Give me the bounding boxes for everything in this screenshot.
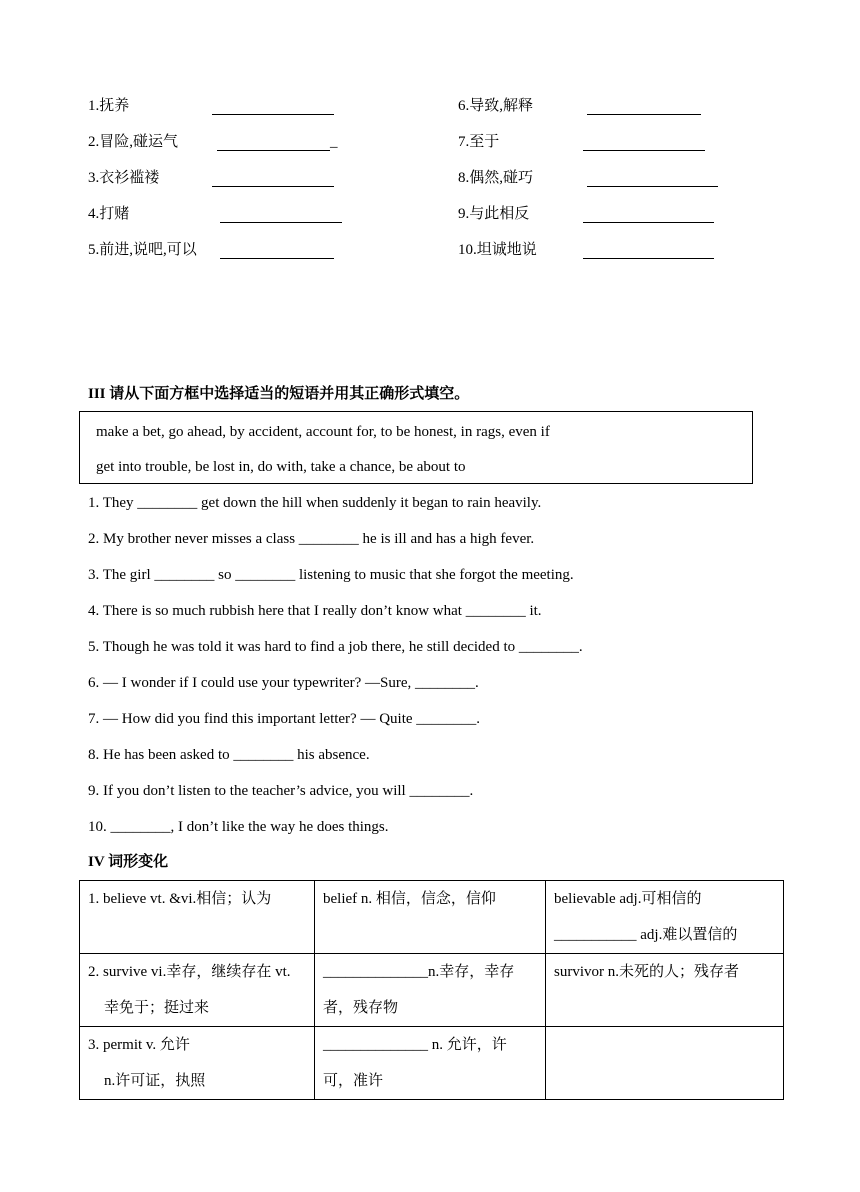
vocab-label-7: 7.至于 [458, 134, 500, 150]
question-10: 10. ________, I don’t like the way he does things. [88, 819, 389, 835]
table-cell [80, 1027, 315, 1100]
table-cell [80, 881, 315, 954]
vocab-label-9: 9.与此相反 [458, 206, 530, 222]
vocab-blank-10[interactable] [583, 258, 714, 259]
table-cell [315, 881, 546, 954]
table-cell [546, 954, 784, 1027]
cell-text: 1. believe vt. &vi.相信；认为 [88, 891, 272, 907]
cell-text[interactable]: ___________ adj.难以置信的 [554, 927, 738, 943]
question-6: 6. — I wonder if I could use your typewriter? —Sure, ________. [88, 675, 479, 691]
phrase-box-line-2: get into trouble, be lost in, do with, take a chance, be about to [96, 459, 466, 475]
cell-text: n.许可证，执照 [104, 1073, 206, 1089]
section-4-heading: IV 词形变化 [88, 854, 169, 870]
word-forms-table [79, 880, 784, 1100]
vocab-blank-2[interactable] [217, 150, 330, 151]
vocab-label-1: 1.抚养 [88, 98, 130, 114]
section-3-heading: III 请从下面方框中选择适当的短语并用其正确形式填空。 [88, 386, 470, 402]
table-cell [315, 1027, 546, 1100]
cell-text: survivor n.未死的人；残存者 [554, 964, 739, 980]
question-3: 3. The girl ________ so ________ listening to music that she forgot the meeting. [88, 567, 574, 583]
question-9: 9. If you don’t listen to the teacher’s advice, you will ________. [88, 783, 474, 799]
table-cell-empty[interactable] [546, 1027, 784, 1100]
cell-text: belief n. 相信，信念，信仰 [323, 891, 496, 907]
phrase-box-line-1: make a bet, go ahead, by accident, account for, to be honest, in rags, even if [96, 424, 550, 440]
question-8: 8. He has been asked to ________ his absence. [88, 747, 370, 763]
vocab-label-8: 8.偶然,碰巧 [458, 170, 534, 186]
vocab-blank-1[interactable] [212, 114, 334, 115]
table-row [80, 1027, 784, 1100]
vocab-label-6: 6.导致,解释 [458, 98, 534, 114]
cell-text: 3. permit v. 允许 [88, 1037, 190, 1053]
table-row [80, 954, 784, 1027]
table-cell [80, 954, 315, 1027]
question-2: 2. My brother never misses a class ________ he is ill and has a high fever. [88, 531, 535, 547]
table-cell [546, 881, 784, 954]
vocab-suffix-2: _ [330, 134, 338, 150]
vocab-label-2: 2.冒险,碰运气 [88, 134, 179, 150]
question-4: 4. There is so much rubbish here that I really don’t know what ________ it. [88, 603, 542, 619]
table-row [80, 881, 784, 954]
vocab-blank-8[interactable] [587, 186, 718, 187]
vocab-blank-9[interactable] [583, 222, 714, 223]
vocab-blank-7[interactable] [583, 150, 705, 151]
phrase-box [79, 411, 753, 484]
vocab-blank-3[interactable] [212, 186, 334, 187]
cell-text: 者，残存物 [323, 1000, 399, 1016]
question-5: 5. Though he was told it was hard to find a job there, he still decided to ________. [88, 639, 583, 655]
table-cell [315, 954, 546, 1027]
cell-text: 可，准许 [323, 1073, 384, 1089]
vocab-label-10: 10.坦诚地说 [458, 242, 537, 258]
question-1: 1. They ________ get down the hill when suddenly it began to rain heavily. [88, 495, 542, 511]
cell-text[interactable]: ______________n.幸存，幸存 [323, 964, 515, 980]
vocab-label-4: 4.打赌 [88, 206, 130, 222]
cell-text: 幸免于；挺过来 [104, 1000, 210, 1016]
cell-text[interactable]: ______________ n. 允许，许 [323, 1037, 507, 1053]
vocab-blank-6[interactable] [587, 114, 701, 115]
vocab-label-3: 3.衣衫褴褛 [88, 170, 160, 186]
vocab-blank-4[interactable] [220, 222, 342, 223]
cell-text: 2. survive vi.幸存，继续存在 vt. [88, 964, 291, 980]
vocab-blank-5[interactable] [220, 258, 334, 259]
cell-text: believable adj.可相信的 [554, 891, 702, 907]
vocab-label-5: 5.前进,说吧,可以 [88, 242, 197, 258]
question-7: 7. — How did you find this important letter? — Quite ________. [88, 711, 481, 727]
